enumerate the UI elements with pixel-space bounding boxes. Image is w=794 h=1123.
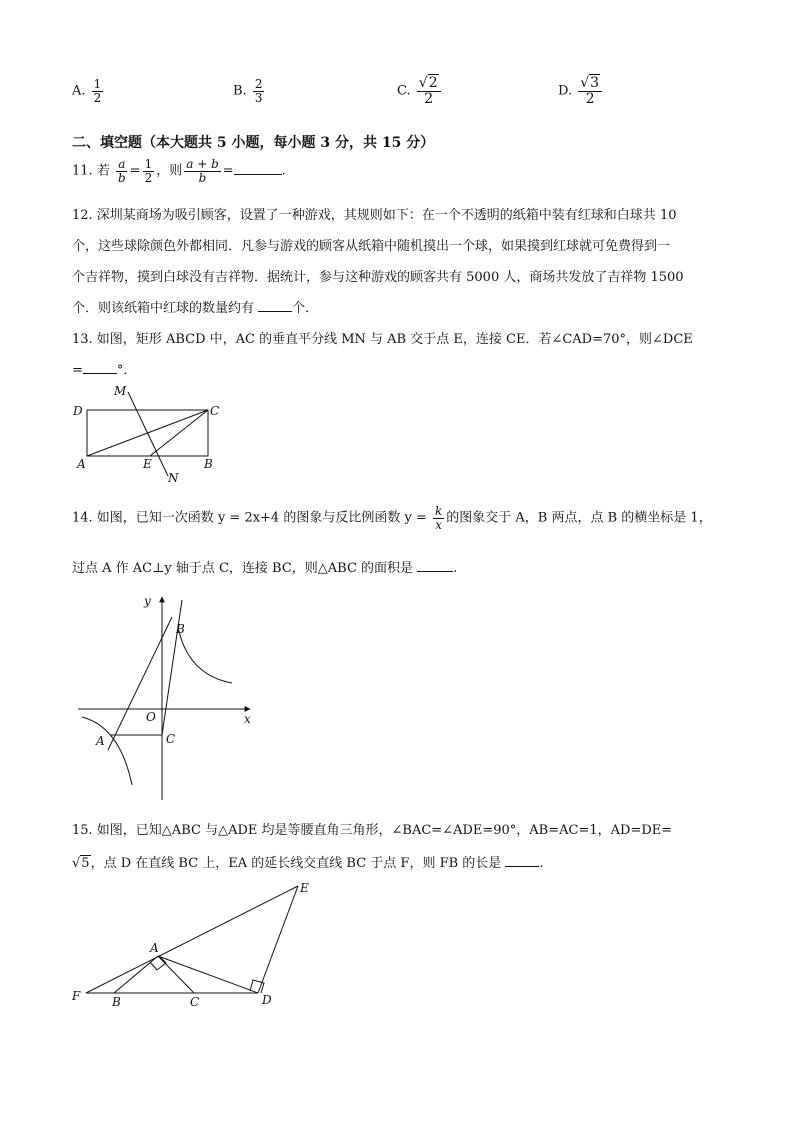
label-b: B <box>176 622 185 636</box>
q12-line-1: 12. 深圳某商场为吸引顾客，设置了一种游戏，其规则如下：在一个不透明的纸箱中装有红球和白球共 10 <box>72 208 677 223</box>
q13-answer-blank[interactable] <box>83 372 117 374</box>
option-a-fraction: $\frac{1}{2}$ <box>93 77 102 105</box>
q11-fraction-half: $\frac{1}{2}$ <box>144 157 153 185</box>
label-b: B <box>112 995 121 1009</box>
label-n: N <box>168 471 179 485</box>
q13-figure-rectangle <box>70 380 230 490</box>
q11-fraction-target: $\frac{a + b}{b}$ <box>186 157 219 185</box>
segment-ed <box>258 886 298 993</box>
option-b-fraction: $\frac{2}{3}$ <box>254 77 263 105</box>
option-a <box>72 78 105 104</box>
q14-line-1: 14. 如图，已知一次函数 y = 2x+4 的图象与反比例函数 y = $\frac{k}{x}$ 的图象交于 A，B 两点，点 B 的横坐标是 1， <box>72 504 712 532</box>
label-o: O <box>146 710 156 724</box>
label-a: A <box>150 941 159 955</box>
label-m: M <box>114 384 127 398</box>
q12-answer-blank[interactable] <box>258 310 292 312</box>
option-d <box>558 76 604 106</box>
label-d: D <box>73 404 83 418</box>
label-a: A <box>96 734 105 748</box>
q11-answer-blank[interactable] <box>234 173 282 175</box>
option-a-label: A. <box>72 83 86 99</box>
label-x: x <box>244 712 251 726</box>
option-c <box>397 76 443 106</box>
q15-sqrt5: √5 <box>72 856 90 871</box>
segment-ac <box>158 956 194 993</box>
line-fe <box>86 886 298 993</box>
segment-ad <box>158 956 258 993</box>
q14-answer-blank[interactable] <box>417 570 453 572</box>
label-y: y <box>144 594 151 608</box>
hyperbola-branch-q1 <box>178 627 232 683</box>
option-b-label: B. <box>233 83 247 99</box>
segment-ce <box>150 410 208 456</box>
q14-figure-graph <box>70 585 270 805</box>
section-title: 二、填空题（本大题共 5 小题，每小题 3 分，共 15 分） <box>72 135 435 151</box>
segment-bc <box>162 600 182 735</box>
q12-line-4: 个．则该纸箱中红球的数量约有 个． <box>72 301 319 316</box>
option-d-fraction: $\frac{√3}{2}$ <box>578 76 602 106</box>
label-c: C <box>190 995 200 1009</box>
option-d-label: D. <box>558 83 573 99</box>
q12-line-2: 个，这些球除颜色外都相同．凡参与游戏的顾客从纸箱中随机摸出一个球，如果摸到红球就可免费得到一 <box>72 239 671 254</box>
label-b: B <box>204 457 213 471</box>
label-f: F <box>72 989 81 1003</box>
q12-line-3: 个吉祥物，摸到白球没有吉祥物．据统计，参与这种游戏的顾客共有 5000 人，商场共发放了吉祥物 1500 <box>72 270 684 285</box>
option-c-label: C. <box>397 83 411 99</box>
option-b <box>233 78 266 104</box>
q14-fraction-k-x: $\frac{k}{x}$ <box>434 504 443 532</box>
option-c-fraction: $\frac{√2}{2}$ <box>417 76 441 106</box>
label-c: C <box>166 732 176 746</box>
q15-figure-triangles <box>70 880 330 1015</box>
label-a: A <box>77 457 86 471</box>
q14-line-2: 过点 A 作 AC⊥y 轴于点 C，连接 BC，则△ABC 的面积是 . <box>72 561 458 576</box>
label-e: E <box>300 881 309 895</box>
q15-line-2: √5，点 D 在直线 BC 上，EA 的延长线交直线 BC 于点 F，则 FB 的长是 . <box>72 856 544 871</box>
q11-fraction-a-b: $\frac{a}{b}$ <box>117 157 126 185</box>
q13-line-2: = °． <box>72 363 137 378</box>
q15-line-1: 15. 如图，已知△ABC 与△ADE 均是等腰直角三角形，∠BAC=∠ADE=90°，AB=AC=1，AD=DE= <box>72 823 673 838</box>
q13-line-1: 13. 如图，矩形 ABCD 中，AC 的垂直平分线 MN 与 AB 交于点 E，连接 CE．若∠CAD=70°，则∠DCE <box>72 332 693 347</box>
label-d: D <box>262 993 272 1007</box>
question-11: 11. 若 $\frac{a}{b}$ = $\frac{1}{2}$ ，则 $\frac{a + b}{b}$ = . <box>72 157 286 185</box>
segment-ab <box>114 956 158 993</box>
label-c: C <box>210 404 220 418</box>
q15-answer-blank[interactable] <box>505 865 539 867</box>
label-e: E <box>143 457 152 471</box>
hyperbola-branch-q3 <box>82 717 132 785</box>
